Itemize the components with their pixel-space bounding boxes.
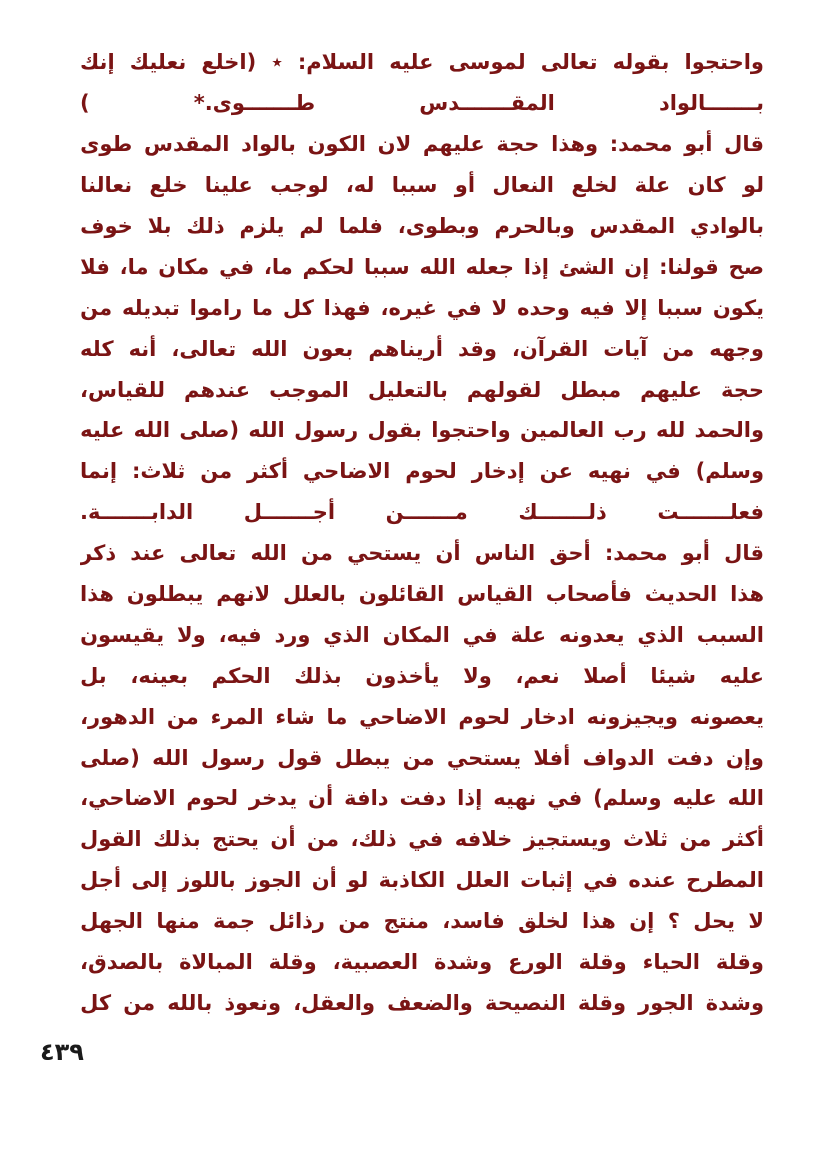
word: حجة — [496, 132, 540, 157]
word: إن — [629, 909, 655, 934]
word: عليه — [389, 50, 434, 75]
word: رب — [613, 418, 647, 443]
word: مكان — [158, 254, 210, 279]
word: محمد: — [609, 132, 673, 157]
word: يدخر — [248, 786, 298, 811]
word: فيه، — [218, 622, 262, 647]
word: من — [679, 827, 712, 852]
word: قولنا: — [659, 254, 719, 279]
word: نعليك — [129, 50, 187, 75]
text-line — [80, 737, 764, 778]
word: أبو — [681, 541, 710, 566]
word: بعينه، — [130, 663, 188, 688]
word: رسول — [200, 745, 265, 770]
word: الله — [251, 336, 288, 361]
word: القياس — [457, 582, 533, 607]
word: أحق — [549, 541, 591, 566]
word: ونعوذ — [224, 990, 282, 1015]
word: خلافه — [454, 827, 513, 852]
word: بعون — [302, 336, 354, 361]
word: لو — [347, 868, 369, 893]
word: الذي — [637, 622, 684, 647]
word: أن — [270, 827, 296, 852]
text-line — [80, 778, 764, 819]
word: نعم، — [515, 663, 560, 688]
word: عليهم — [422, 132, 485, 157]
page-number: ٤٣٩ — [40, 1038, 84, 1066]
word: إذا — [523, 254, 549, 279]
word: صح — [728, 254, 764, 279]
word: الحياء — [642, 950, 701, 975]
word: لا — [748, 909, 764, 934]
word: بالصدق، — [80, 950, 164, 975]
word: الذي — [323, 622, 370, 647]
word: لم — [299, 214, 324, 238]
word: جمة — [213, 909, 255, 934]
word: الكون — [307, 132, 366, 157]
word: الموجب — [269, 377, 349, 402]
word: كل — [282, 295, 314, 320]
word: باللوز — [178, 868, 236, 893]
word: العصبية، — [332, 950, 419, 975]
text-line — [80, 860, 764, 901]
word: ذكر — [80, 541, 117, 566]
text-line — [80, 328, 764, 369]
text-line — [80, 246, 764, 287]
word: وقلة — [715, 950, 764, 975]
word: كل — [80, 990, 112, 1015]
text-line — [80, 696, 764, 737]
word: ولا — [177, 622, 206, 647]
word: الله — [152, 745, 189, 770]
word: بقوله — [612, 50, 670, 75]
word: فأصحاب — [545, 582, 632, 607]
word: ثلاث: — [131, 459, 186, 484]
word: الجوز — [245, 868, 302, 893]
word: مـــــــن — [385, 500, 468, 525]
word: بالواد — [241, 132, 296, 157]
word: هذا — [80, 582, 114, 607]
word: ٭ — [271, 50, 283, 75]
word: سببا — [391, 173, 438, 198]
word: لا — [491, 295, 508, 320]
word: قال — [724, 132, 764, 157]
word: ولا — [463, 663, 492, 688]
word: غيره، — [380, 295, 437, 320]
word: بذلك — [153, 827, 201, 852]
word: دفت — [666, 745, 714, 770]
page-body — [80, 42, 764, 1023]
word: وقد — [457, 336, 497, 361]
word: الاضاحي — [302, 459, 391, 484]
word: المكان — [382, 622, 450, 647]
word: يلزم — [239, 214, 285, 238]
text-line — [80, 165, 764, 206]
word: بالله — [167, 990, 213, 1015]
word: المقـــــــدس — [419, 91, 555, 116]
word: أكثر — [722, 827, 764, 852]
word: (اخلع — [201, 50, 257, 75]
word: يعصونه — [689, 704, 764, 729]
word: كله — [80, 336, 114, 361]
word: إلا — [624, 295, 648, 320]
text-line — [80, 492, 764, 533]
word: المبالاة — [179, 950, 253, 975]
word: للقياس، — [80, 377, 165, 402]
word: راموا — [189, 295, 243, 320]
word: هذا — [730, 582, 764, 607]
text-line — [80, 614, 764, 655]
word: ويستجيز — [523, 827, 612, 852]
word: الجور — [638, 990, 694, 1015]
word: آيات — [603, 336, 648, 361]
word: تعالى — [179, 541, 237, 566]
word: فهذا — [323, 295, 371, 320]
word: نهيه — [493, 786, 537, 811]
word: يستحي — [347, 541, 422, 566]
word: نهيه — [587, 459, 631, 484]
word: دافة — [344, 786, 389, 811]
word: المطرح — [686, 868, 764, 893]
word: شيئا — [650, 663, 697, 688]
text-line — [80, 574, 764, 615]
word: أصلا — [583, 663, 627, 688]
word: لوجب — [270, 173, 329, 198]
word: السبب — [696, 622, 764, 647]
word: بالوادي — [689, 214, 764, 238]
word: والحمد — [694, 418, 764, 443]
word: أفلا — [533, 745, 571, 770]
word: لقولهم — [466, 377, 542, 402]
word: والضعف — [387, 990, 473, 1015]
word: ذلك — [186, 214, 225, 238]
word: حجة — [720, 377, 764, 402]
word: أو — [454, 173, 476, 198]
word: بالعلل — [283, 582, 346, 607]
word: بـــــــالواد — [658, 91, 764, 116]
word: أن — [308, 786, 334, 811]
word: محمد: — [604, 541, 668, 566]
word: عند — [130, 541, 166, 566]
word: ما، — [263, 254, 293, 279]
word: لحوم — [186, 786, 238, 811]
word: منتج — [383, 909, 429, 934]
word: أبو — [684, 132, 713, 157]
word: مبطل — [560, 377, 622, 402]
word: ويجيزونه — [586, 704, 678, 729]
word: لحوم — [458, 704, 510, 729]
word: النصيحة — [484, 990, 566, 1015]
word: بل — [80, 663, 107, 688]
word: عليه — [672, 786, 717, 811]
word: وهذا — [551, 132, 599, 157]
word: يحتج — [212, 827, 259, 852]
word: وسلم) — [695, 459, 764, 484]
word: الحديث — [644, 582, 718, 607]
word: فلا — [80, 254, 110, 279]
word: عندهم — [184, 377, 251, 402]
word: لحكم — [302, 254, 355, 279]
word: علة — [510, 622, 547, 647]
word: إنما — [80, 459, 118, 484]
word: من — [307, 827, 339, 852]
word: سببا — [657, 295, 703, 320]
text-line — [80, 206, 764, 247]
text-line — [80, 369, 764, 410]
word: يأخذون — [365, 663, 440, 688]
word: وبطوى، — [397, 214, 480, 238]
word: العلل — [455, 868, 510, 893]
word: واحتجوا — [431, 418, 511, 443]
word: طوى — [80, 132, 133, 157]
word: القائلون — [358, 582, 445, 607]
word: وقلة — [268, 950, 317, 975]
word: أكثر — [246, 459, 289, 484]
word: الله — [250, 541, 287, 566]
word: في — [446, 295, 482, 320]
word: بقول — [367, 418, 422, 443]
word: فلما — [338, 214, 383, 238]
word: من — [80, 295, 113, 320]
word: العالمين — [519, 418, 605, 443]
word: لخلق — [518, 909, 569, 934]
word: منها — [156, 909, 200, 934]
word: المقدس — [144, 132, 230, 157]
word: من — [301, 541, 333, 566]
word: الله — [419, 254, 456, 279]
word: في — [547, 786, 583, 811]
word: إثبات — [520, 868, 573, 893]
word: من — [123, 990, 156, 1015]
word: ) — [80, 91, 90, 116]
word: من — [200, 459, 233, 484]
word: بلا — [147, 214, 172, 238]
word: الجهل — [80, 909, 143, 934]
word: هذا — [581, 909, 616, 934]
word: من — [662, 336, 695, 361]
word: عنده — [628, 868, 676, 893]
word: بالتعليل — [367, 377, 448, 402]
text-line — [80, 942, 764, 983]
word: علة — [634, 173, 671, 198]
text-line — [80, 982, 764, 1023]
word: لله — [656, 418, 686, 443]
word: (صلى — [179, 418, 240, 443]
word: عليه — [719, 663, 764, 688]
word: في — [408, 827, 444, 852]
word: دفت — [399, 786, 447, 811]
word: عليه — [80, 418, 125, 443]
word: لحوم — [405, 459, 457, 484]
word: يعدونه — [559, 622, 625, 647]
word: تعالى، — [171, 336, 237, 361]
word: لخلع — [571, 173, 618, 198]
word: أنه — [128, 336, 157, 361]
text-line — [80, 655, 764, 696]
word: فاسد، — [442, 909, 505, 934]
word: قال — [724, 541, 764, 566]
word: وسلم) — [593, 786, 662, 811]
word: ما، — [119, 254, 149, 279]
word: من — [338, 909, 371, 934]
word: في — [645, 459, 681, 484]
word: وحده — [517, 295, 570, 320]
word: والعقل، — [293, 990, 376, 1015]
word: بذلك — [294, 663, 342, 688]
word: ذلك، — [350, 827, 397, 852]
word: أن — [311, 868, 337, 893]
word: يحل — [693, 909, 735, 934]
word: وقلة — [578, 950, 627, 975]
word: فعلـــــــت — [657, 500, 764, 525]
word: إنك — [80, 50, 115, 75]
word: أجـــــــل — [243, 500, 336, 525]
text-line — [80, 124, 764, 165]
word: تعالى — [540, 50, 598, 75]
word: ذلـــــــك — [518, 500, 607, 525]
word: يستحي — [446, 745, 522, 770]
word: يقيسون — [80, 622, 165, 647]
word: القرآن، — [511, 336, 589, 361]
word: ما — [326, 704, 348, 729]
text-line — [80, 819, 764, 860]
word: إلى — [131, 868, 168, 893]
word: الله — [248, 418, 285, 443]
word: رذائل — [268, 909, 326, 934]
text-line — [80, 83, 764, 124]
word: النعال — [492, 173, 554, 198]
word: جعله — [465, 254, 514, 279]
word: يبطلون — [126, 582, 204, 607]
word: يبطل — [334, 745, 391, 770]
word: لموسى — [448, 50, 526, 75]
text-line — [80, 533, 764, 574]
word: وشدة — [705, 990, 764, 1015]
word: قول — [277, 745, 323, 770]
word: القول — [80, 827, 142, 852]
word: من — [402, 745, 435, 770]
word: إذا — [457, 786, 483, 811]
word: له، — [345, 173, 375, 198]
word: الحكم — [211, 663, 271, 688]
word: في — [583, 868, 619, 893]
word: وإن — [725, 745, 764, 770]
word: يكون — [712, 295, 764, 320]
word: في — [219, 254, 255, 279]
word: أجل — [80, 868, 122, 893]
word: الورع — [508, 950, 563, 975]
word: علينا — [204, 173, 253, 198]
word: وبالحرم — [494, 214, 575, 238]
word: عن — [539, 459, 573, 484]
word: رسول — [294, 418, 359, 443]
word: في — [462, 622, 498, 647]
word: (صلى — [80, 745, 140, 770]
word: أن — [435, 541, 461, 566]
word: شاء — [275, 704, 315, 729]
word: نعالنا — [80, 173, 133, 198]
word: لانهم — [216, 582, 271, 607]
text-line — [80, 901, 764, 942]
word: إن — [624, 254, 650, 279]
word: طـــــــوى.* — [193, 91, 316, 116]
word: وقلة — [577, 990, 627, 1015]
word: ؟ — [667, 909, 680, 934]
text-line — [80, 451, 764, 492]
word: الاضاحي — [359, 704, 447, 729]
word: من — [166, 704, 199, 729]
word: ادخار — [521, 704, 575, 729]
word: لو — [742, 173, 764, 198]
word: السلام: — [297, 50, 375, 75]
word: خلع — [149, 173, 188, 198]
word: الدواف — [582, 745, 655, 770]
word: عليهم — [640, 377, 702, 402]
word: وشدة — [433, 950, 493, 975]
word: الدابـــــــة. — [80, 500, 194, 525]
word: واحتجوا — [684, 50, 764, 75]
word: الكاذبة — [378, 868, 446, 893]
word: سببا — [364, 254, 410, 279]
word: الله — [727, 786, 764, 811]
word: الناس — [474, 541, 536, 566]
word: الشئ — [558, 254, 615, 279]
word: الله — [133, 418, 171, 443]
text-line — [80, 287, 764, 328]
word: خوف — [80, 214, 133, 238]
word: إدخار — [471, 459, 525, 484]
word: المرء — [210, 704, 264, 729]
word: المقدس — [589, 214, 676, 238]
text-line — [80, 42, 764, 83]
word: ورد — [274, 622, 311, 647]
word: الدهور، — [80, 704, 156, 729]
word: لان — [377, 132, 412, 157]
word: أريناهم — [368, 336, 443, 361]
word: وجهه — [709, 336, 764, 361]
word: ثلاث — [623, 827, 668, 852]
word: تبديله — [121, 295, 180, 320]
word: الاضاحي، — [80, 786, 176, 811]
word: ما — [252, 295, 273, 320]
word: كان — [687, 173, 726, 198]
word: فيه — [579, 295, 615, 320]
text-line — [80, 410, 764, 451]
